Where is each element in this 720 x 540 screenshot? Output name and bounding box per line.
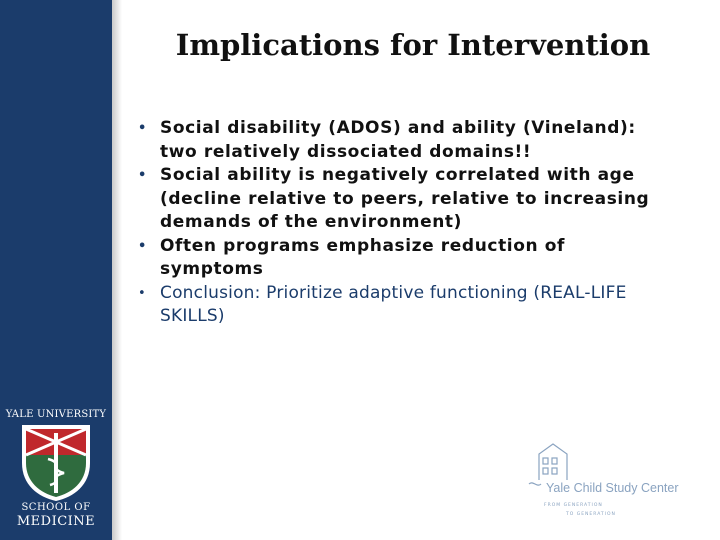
yale-university-label: YALE UNIVERSITY bbox=[5, 409, 107, 420]
bullet-line: symptoms bbox=[160, 259, 264, 279]
bullet-line: SKILLS) bbox=[160, 306, 225, 326]
bullet-line: Social disability (ADOS) and ability (Vineland): bbox=[160, 118, 636, 138]
slide-title: Implications for Intervention bbox=[175, 28, 651, 62]
bullet-marker-icon: • bbox=[138, 238, 147, 254]
bullet-item-conclusion bbox=[134, 282, 714, 329]
child-study-center-name: Yale Child Study Center bbox=[546, 481, 679, 495]
bullet-line: Social ability is negatively correlated with age bbox=[160, 165, 635, 185]
bullet-list bbox=[134, 117, 714, 329]
bullet-marker-icon: • bbox=[138, 285, 146, 301]
bullet-item bbox=[134, 117, 714, 164]
ycsc-tagline: FROM GENERATION bbox=[544, 503, 603, 508]
bullet-item bbox=[134, 235, 714, 282]
bullet-marker-icon: • bbox=[138, 168, 147, 183]
bullet-line: demands of the environment) bbox=[160, 212, 463, 232]
bullet-line: two relatively dissociated domains!! bbox=[160, 141, 532, 162]
medicine-label: MEDICINE bbox=[16, 514, 96, 529]
school-of-label: SCHOOL OF bbox=[21, 502, 91, 513]
sidebar-shadow bbox=[112, 0, 122, 540]
bullet-marker-icon: • bbox=[138, 121, 147, 136]
child-study-center-building-icon bbox=[525, 440, 705, 520]
bullet-line: (decline relative to peers, relative to increasing bbox=[160, 188, 650, 209]
yale-shield-icon bbox=[18, 423, 94, 503]
ycsc-tagline: TO GENERATION bbox=[566, 512, 616, 517]
bullet-line: Conclusion: Prioritize adaptive functioning (REAL-LIFE bbox=[160, 282, 627, 303]
bullet-item bbox=[134, 164, 714, 235]
bullet-line: Often programs emphasize reduction of bbox=[160, 235, 565, 256]
